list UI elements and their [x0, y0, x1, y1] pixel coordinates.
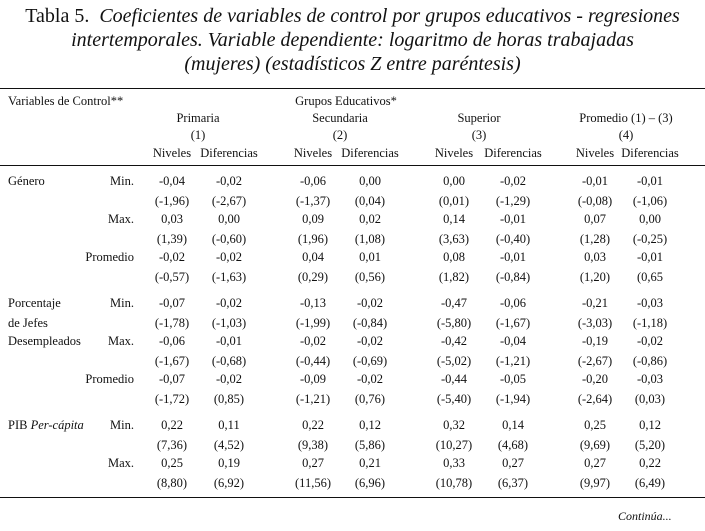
subheader-niveles: Niveles — [293, 146, 333, 160]
table-cell: 0,27 — [502, 456, 524, 470]
subheader-diferencias: Diferencias — [484, 146, 542, 160]
table-cell: (-1,63) — [211, 270, 247, 284]
table-cell: (1,08) — [354, 232, 386, 246]
table-cell: (0,76) — [354, 392, 386, 406]
table-cell: 0,07 — [584, 212, 606, 226]
table-cell: (6,37) — [497, 476, 529, 490]
table-cell: (0,04) — [354, 194, 386, 208]
table-cell: (6,49) — [634, 476, 666, 490]
table-cell: (-0,44) — [295, 354, 331, 368]
stat-label: Min. — [110, 418, 134, 432]
table-cell: (-0,86) — [632, 354, 668, 368]
subheader-diferencias: Diferencias — [621, 146, 679, 160]
group-number: (1) — [190, 128, 206, 142]
table-cell: -0,07 — [158, 296, 186, 310]
table-cell: (-0,69) — [352, 354, 388, 368]
table-cell: (6,96) — [354, 476, 386, 490]
table-cell: -0,03 — [636, 372, 664, 386]
table-cell: (-1,67) — [495, 316, 531, 330]
table-cell: (-0,57) — [154, 270, 190, 284]
table-cell: (-1,18) — [632, 316, 668, 330]
table-cell: (-2,67) — [211, 194, 247, 208]
table-cell: (7,36) — [156, 438, 188, 452]
table-cell: (4,52) — [213, 438, 245, 452]
subheader-diferencias: Diferencias — [341, 146, 399, 160]
table-cell: 0,14 — [502, 418, 524, 432]
variable-name: Porcentaje — [8, 296, 61, 310]
table-cell: (-0,68) — [211, 354, 247, 368]
table-cell: (11,56) — [295, 476, 331, 490]
table-cell: (3,63) — [438, 232, 470, 246]
table-cell: (-1,03) — [211, 316, 247, 330]
table-cell: 0,12 — [359, 418, 381, 432]
table-cell: 0,03 — [161, 212, 183, 226]
table-cell: (1,28) — [579, 232, 611, 246]
variable-name: PIB — [8, 418, 28, 432]
table-cell: 0,22 — [161, 418, 183, 432]
table-cell: 0,00 — [218, 212, 240, 226]
bottom-rule — [0, 497, 705, 498]
table-cell: (0,03) — [634, 392, 666, 406]
table-cell: -0,02 — [636, 334, 664, 348]
table-cell: (5,86) — [354, 438, 386, 452]
variable-name: Desempleados — [8, 334, 81, 348]
table-cell: (-0,84) — [352, 316, 388, 330]
table-cell: (0,56) — [354, 270, 386, 284]
table-cell: -0,02 — [158, 250, 186, 264]
stat-label: Max. — [107, 456, 134, 470]
table-cell: (0,01) — [438, 194, 470, 208]
table-cell: -0,01 — [636, 250, 664, 264]
table-cell: (6,92) — [213, 476, 245, 490]
header-rule — [0, 165, 705, 166]
variable-name: Género — [8, 174, 45, 188]
table-cell: -0,07 — [158, 372, 186, 386]
subheader-diferencias: Diferencias — [200, 146, 258, 160]
table-cell: -0,02 — [215, 250, 243, 264]
table-cell: (5,20) — [634, 438, 666, 452]
table-label: Tabla 5. — [25, 5, 90, 27]
table-cell: -0,47 — [440, 296, 468, 310]
table-cell: (-1,72) — [154, 392, 190, 406]
table-title — [0, 4, 705, 76]
table-cell: -0,01 — [499, 250, 527, 264]
table-cell: 0,01 — [359, 250, 381, 264]
table-cell: 0,00 — [359, 174, 381, 188]
subheader-niveles: Niveles — [575, 146, 615, 160]
subheader-niveles: Niveles — [434, 146, 474, 160]
table-cell: (9,97) — [579, 476, 611, 490]
stat-label: Min. — [110, 174, 134, 188]
table-cell: 0,12 — [639, 418, 661, 432]
table-cell: (0,65 — [636, 270, 664, 284]
table-cell: 0,22 — [639, 456, 661, 470]
table-cell: (0,85) — [213, 392, 245, 406]
table-cell: (4,68) — [497, 438, 529, 452]
table-cell: (-2,67) — [577, 354, 613, 368]
subheader-niveles: Niveles — [152, 146, 192, 160]
group-number: (3) — [471, 128, 487, 142]
table-cell: 0,32 — [443, 418, 465, 432]
table-cell: -0,02 — [215, 174, 243, 188]
table-cell: -0,02 — [215, 372, 243, 386]
table-cell: (-1,37) — [295, 194, 331, 208]
table-cell: (-1,21) — [295, 392, 331, 406]
title-line-3: (mujeres) (estadísticos Z entre paréntesis) — [184, 53, 521, 75]
variable-label — [8, 296, 61, 311]
table-cell: (1,39) — [156, 232, 188, 246]
table-cell: 0,33 — [443, 456, 465, 470]
variable-label — [8, 174, 45, 189]
stat-label: Min. — [110, 296, 134, 310]
table-cell: 0,11 — [218, 418, 240, 432]
table-cell: 0,03 — [584, 250, 606, 264]
table-cell: -0,05 — [499, 372, 527, 386]
table-cell: 0,22 — [302, 418, 324, 432]
table-cell: 0,25 — [584, 418, 606, 432]
title-line-2: intertemporales. Variable dependiente: logaritmo de horas trabajadas — [71, 29, 634, 51]
table-cell: (-0,25) — [632, 232, 668, 246]
table-cell: (1,96) — [297, 232, 329, 246]
table-cell: -0,20 — [581, 372, 609, 386]
group-name: Primaria — [176, 111, 220, 125]
table-cell: 0,02 — [359, 212, 381, 226]
table-cell: -0,01 — [499, 212, 527, 226]
table-cell: (-5,02) — [436, 354, 472, 368]
table-cell: (-1,99) — [295, 316, 331, 330]
top-rule — [0, 88, 705, 89]
table-cell: (-1,06) — [632, 194, 668, 208]
table-cell: (-1,21) — [495, 354, 531, 368]
table-cell: (-2,64) — [577, 392, 613, 406]
variable-name: de Jefes — [8, 316, 48, 330]
group-name: Promedio (1) – (3) — [579, 111, 673, 125]
table-cell: (-1,67) — [154, 354, 190, 368]
table-cell: -0,01 — [636, 174, 664, 188]
table-cell: -0,01 — [215, 334, 243, 348]
group-name: Secundaria — [312, 111, 368, 125]
group-name: Superior — [457, 111, 501, 125]
table-cell: 0,14 — [443, 212, 465, 226]
table-cell: (-5,80) — [436, 316, 472, 330]
table-cell: -0,13 — [299, 296, 327, 310]
table-cell: -0,02 — [215, 296, 243, 310]
table-cell: 0,25 — [161, 456, 183, 470]
table-cell: -0,04 — [499, 334, 527, 348]
group-number: (2) — [332, 128, 348, 142]
table-cell: (-5,40) — [436, 392, 472, 406]
continued-note: Continúa... — [618, 509, 672, 523]
table-cell: -0,06 — [299, 174, 327, 188]
stat-label: Promedio — [85, 372, 134, 386]
table-cell: 0,00 — [639, 212, 661, 226]
table-cell: (-0,40) — [495, 232, 531, 246]
table-cell: -0,02 — [299, 334, 327, 348]
table-cell: (9,38) — [297, 438, 329, 452]
table-cell: (-1,96) — [154, 194, 190, 208]
table-cell: 0,27 — [584, 456, 606, 470]
table-cell: (-1,29) — [495, 194, 531, 208]
table-cell: (-1,78) — [154, 316, 190, 330]
table-cell: (-0,84) — [495, 270, 531, 284]
table-cell: 0,08 — [443, 250, 465, 264]
table-cell: -0,06 — [499, 296, 527, 310]
table-cell: -0,44 — [440, 372, 468, 386]
table-cell: (-0,60) — [211, 232, 247, 246]
table-cell: 0,00 — [443, 174, 465, 188]
table-cell: -0,19 — [581, 334, 609, 348]
table-cell: (0,29) — [297, 270, 329, 284]
table-cell: -0,21 — [581, 296, 609, 310]
group-number: (4) — [618, 128, 634, 142]
table-cell: (10,27) — [435, 438, 473, 452]
table-cell: (10,78) — [435, 476, 473, 490]
row-header-label: Variables de Control** — [8, 94, 124, 108]
variable-label — [8, 316, 48, 331]
table-cell: (9,69) — [579, 438, 611, 452]
table-cell: (8,80) — [156, 476, 188, 490]
table-cell: -0,01 — [581, 174, 609, 188]
stat-label: Max. — [107, 212, 134, 226]
table-cell: 0,27 — [302, 456, 324, 470]
table-cell: -0,03 — [636, 296, 664, 310]
table-cell: 0,21 — [359, 456, 381, 470]
table-cell: 0,19 — [218, 456, 240, 470]
table-cell: (1,82) — [438, 270, 470, 284]
table-cell: (-0,08) — [577, 194, 613, 208]
table-cell: -0,04 — [158, 174, 186, 188]
table-cell: -0,42 — [440, 334, 468, 348]
title-line-1: Coeficientes de variables de control por grupos educativos - regresiones — [99, 5, 680, 27]
table-cell: -0,06 — [158, 334, 186, 348]
table-cell: -0,02 — [499, 174, 527, 188]
table-cell: 0,09 — [302, 212, 324, 226]
table-cell: (1,20) — [579, 270, 611, 284]
stat-label: Promedio — [85, 250, 134, 264]
table-cell: -0,02 — [356, 372, 384, 386]
stat-label: Max. — [107, 334, 134, 348]
table-cell: 0,04 — [302, 250, 324, 264]
variable-name-italic: Per-cápita — [30, 418, 84, 432]
table-cell: -0,09 — [299, 372, 327, 386]
table-cell: -0,02 — [356, 296, 384, 310]
table-cell: -0,02 — [356, 334, 384, 348]
table-cell: (-3,03) — [577, 316, 613, 330]
table-cell: (-1,94) — [495, 392, 531, 406]
group-header-label: Grupos Educativos* — [295, 94, 397, 108]
